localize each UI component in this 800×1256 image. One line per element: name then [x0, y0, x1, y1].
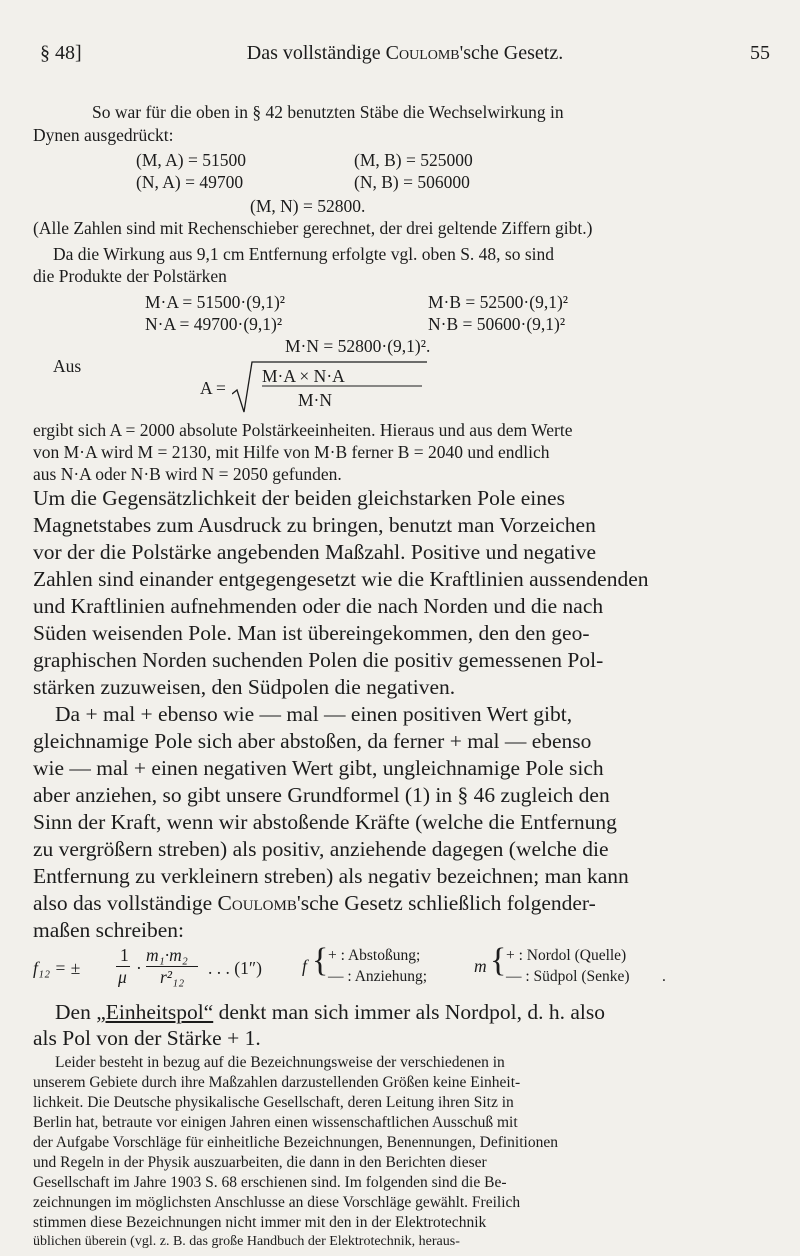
- main-line-16-pre: also das vollständige: [33, 891, 218, 915]
- coulomb-m-brace: {: [490, 942, 507, 979]
- coulomb-dot: ·: [136, 958, 142, 978]
- value-mn: (M, N) = 52800.: [250, 196, 366, 216]
- coulomb-m: m: [474, 956, 487, 976]
- intro-line-1: So war für die oben in § 42 benutzten Stäbe die Wechselwirkung in: [92, 102, 564, 122]
- footnote-11-post: , I, S. XIII, 1902). Um dem Leser die Übersicht möglichst: [70, 1250, 164, 1255]
- main-line-7: graphischen Norden suchenden Polen die positiv gemessenen Pol-: [33, 648, 604, 672]
- footnote-11-pre: gegeben von C.: [33, 1250, 59, 1255]
- aus-word: Aus: [53, 356, 82, 376]
- coulomb-m-plus: + : Nordol (Quelle): [506, 947, 627, 964]
- main-line-5: und Kraftlinien aufnehmenden oder die nach Norden und die nach: [33, 594, 604, 618]
- main-line-16-name: Coulomb: [217, 891, 297, 915]
- footnote-line-7: Gesellschaft im Jahre 1903 S. 68 erschienen sind. Im folgenden sind die Be-: [33, 1174, 507, 1191]
- main-line-10: gleichnamige Pole sich aber abstoßen, da ferner + mal — ebenso: [33, 729, 592, 753]
- footnote-line-2: unserem Gebiete durch ihre Maßzahlen darzustellenden Größen keine Einheit-: [33, 1074, 521, 1091]
- coulomb-eq-label: . . . (1″): [208, 958, 262, 978]
- result-line-2: von M·A wird M = 2130, mit Hilfe von M·B ferner B = 2040 und endlich: [33, 442, 550, 462]
- formula-a-lhs: A =: [200, 378, 226, 398]
- values-note: (Alle Zahlen sind mit Rechenschieber gerechnet, der drei geltende Ziffern gibt.): [33, 218, 593, 238]
- coulomb-m-end: .: [662, 968, 666, 985]
- main-line-16-post: 'sche Gesetz schließlich folgender-: [296, 891, 596, 915]
- footnote-line-5: der Aufgabe Vorschläge für einheitliche Bezeichnungen, Benennungen, Definitionen: [33, 1134, 558, 1151]
- main-line-11: wie — mal + einen negativen Wert gibt, ungleichnamige Pole sich: [33, 756, 604, 780]
- footnote-line-6: und Regeln in der Physik auszuarbeiten, die dann in den Berichten dieser: [33, 1154, 487, 1171]
- coulomb-f-plus: + : Abstoßung;: [328, 947, 421, 964]
- formula-a-numerator: M·A × N·A: [262, 366, 345, 386]
- product-ma: M·A = 51500·(9,1)²: [145, 292, 286, 312]
- coulomb-frac1-num: 1: [120, 945, 129, 965]
- main-line-14: zu vergrößern streben) als positiv, anziehende dagegen (welche die: [33, 837, 609, 861]
- coulomb-f-minus: — : Anziehung;: [328, 968, 428, 985]
- value-ma: (M, A) = 51500: [136, 150, 247, 170]
- effect-line-2: die Produkte der Polstärken: [33, 266, 227, 286]
- einheitspol-line-1: [55, 1000, 605, 1025]
- result-line-3: aus N·A oder N·B wird N = 2050 gefunden.: [33, 464, 342, 484]
- footnote-line-3: lichkeit. Die Deutsche physikalische Gesellschaft, deren Leitung ihren Sitz in: [33, 1094, 514, 1111]
- main-line-8: stärken zuzuweisen, den Südpolen die negativen.: [33, 675, 456, 699]
- product-na: N·A = 49700·(9,1)²: [145, 314, 283, 334]
- coulomb-m-minus: — : Südpol (Senke): [506, 968, 630, 985]
- main-line-15: Entfernung zu verkleinern streben) als negativ bezeichnen; man kann: [33, 864, 629, 888]
- coulomb-frac1-den: μ: [118, 967, 127, 987]
- einheitspol-line-2: als Pol von der Stärke + 1.: [33, 1026, 261, 1050]
- effect-line-1: Da die Wirkung aus 9,1 cm Entfernung erfolgte vgl. oben S. 48, so sind: [53, 244, 555, 264]
- main-line-12: aber anziehen, so gibt unsere Grundformel (1) in § 46 zugleich den: [33, 783, 610, 807]
- product-mb: M·B = 52500·(9,1)²: [428, 292, 569, 312]
- main-line-13: Sinn der Kraft, wenn wir abstoßende Kräfte (welche die Entfernung: [33, 810, 617, 834]
- page-number: 55: [750, 42, 770, 64]
- footnote-line-12: zu erleichtern, finden sich am Schlusse des Buches die wichtigsten Bezeichnungen: [164, 1250, 298, 1255]
- footnote-11-name: Heinke: [59, 1250, 71, 1255]
- running-title: [40, 42, 770, 65]
- coulomb-frac2-den: r²₁₂: [160, 967, 185, 987]
- footnote-line-9: stimmen diese Bezeichnungen nicht immer mit den in der Elektrotechnik: [33, 1214, 487, 1231]
- einheitspol-post: denkt man sich immer als Nordpol, d. h. also: [213, 1000, 605, 1024]
- main-line-17: maßen schreiben:: [33, 918, 185, 942]
- product-mn: M·N = 52800·(9,1)².: [285, 336, 431, 356]
- main-line-4: Zahlen sind einander entgegengesetzt wie die Kraftlinien aussendenden: [33, 567, 649, 591]
- result-line-1: ergibt sich A = 2000 absolute Polstärkeeinheiten. Hieraus und aus dem Werte: [33, 420, 573, 440]
- coulomb-f-brace: {: [312, 942, 329, 979]
- main-line-6: Süden weisenden Pole. Man ist übereingekommen, den den geo-: [33, 621, 590, 645]
- title-name: Coulomb: [385, 42, 460, 64]
- value-mb: (M, B) = 525000: [354, 150, 473, 170]
- coulomb-f: f: [302, 956, 307, 976]
- page-header: [40, 42, 770, 72]
- value-na: (N, A) = 49700: [136, 172, 244, 192]
- title-pre: Das vollständige: [246, 42, 386, 64]
- footnote-line-1: Leider besteht in bezug auf die Bezeichnungsweise der verschiedenen in: [55, 1054, 505, 1071]
- section-ref: § 48]: [40, 42, 82, 64]
- footnote-line-10: üblichen überein (vgl. z. B. das große Handbuch der Elektrotechnik, heraus-: [33, 1234, 460, 1249]
- value-nb: (N, B) = 506000: [354, 172, 470, 192]
- main-line-9: Da + mal + ebenso wie — mal — einen positiven Wert gibt,: [55, 702, 573, 726]
- intro-line-2: Dynen ausgedrückt:: [33, 125, 174, 145]
- footnote-line-11: [33, 1250, 297, 1255]
- coulomb-frac2-num: m₁·m₂: [146, 945, 188, 965]
- coulomb-lhs: f₁₂ = ±: [33, 958, 81, 978]
- einheitspol-term: „Einheitspol“: [96, 1000, 214, 1024]
- product-nb: N·B = 50600·(9,1)²: [428, 314, 566, 334]
- footnote-line-8: zeichnungen im möglichsten Anschlusse an diese Vorschläge gewählt. Freilich: [33, 1194, 521, 1211]
- footnote-line-4: Berlin hat, betraute vor einigen Jahren einen wissenschaftlichen Ausschuß mit: [33, 1114, 518, 1131]
- main-line-16: [33, 891, 596, 916]
- main-line-1: Um die Gegensätzlichkeit der beiden gleichstarken Pole eines: [33, 486, 565, 510]
- main-line-2: Magnetstabes zum Ausdruck zu bringen, benutzt man Vorzeichen: [33, 513, 596, 537]
- einheitspol-pre: Den: [55, 1000, 97, 1024]
- main-line-3: vor der die Polstärke angebenden Maßzahl. Positive und negative: [33, 540, 597, 564]
- title-post: 'sche Gesetz.: [459, 42, 564, 64]
- formula-a-denominator: M·N: [298, 390, 333, 410]
